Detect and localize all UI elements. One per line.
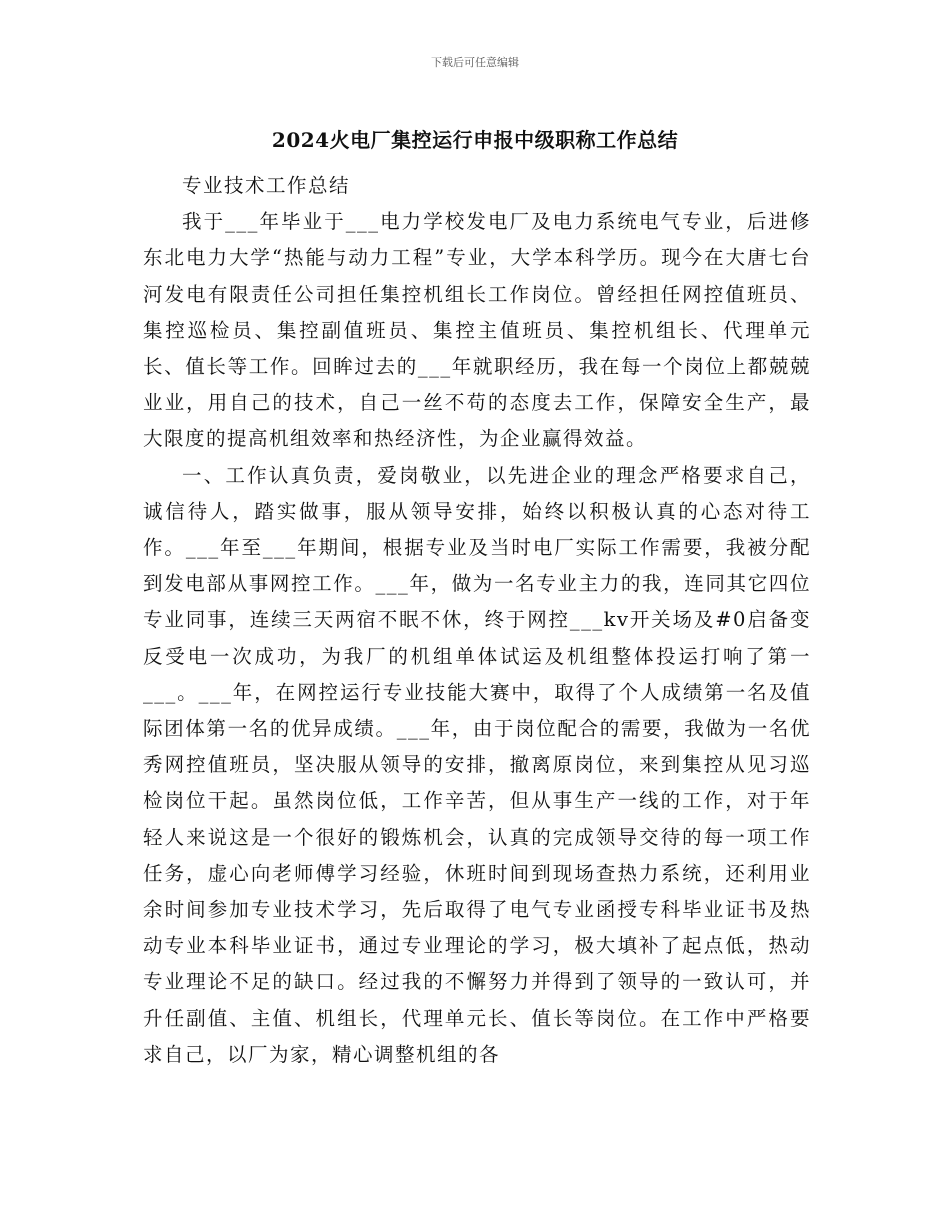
document-title: 2024火电厂集控运行申报中级职称工作总结 bbox=[271, 128, 679, 152]
paragraph-intro: 我于___年毕业于___电力学校发电厂及电力系统电气专业，后进修东北电力大学“热能与动力工程”专业，大学本科学历。现今在大唐七台河发电有限责任公司担任集控机组长工作岗位。曾经担任网控值班员、集控巡检员、集控副值班员、集控主值班员、集控机组长、代理单元长、值长等工作。回眸过去的___年就职经历，我在每一个岗位上都兢兢业业，用自己的技术，自己一丝不苟的态度去工作，保障安全生产，最大限度的提高机组效率和热经济性，为企业赢得效益。 bbox=[143, 210, 811, 451]
section-heading: 专业技术工作总结 bbox=[182, 174, 351, 197]
header-note: 下载后可任意编辑 bbox=[431, 56, 519, 69]
paragraph-section-one: 一、工作认真负责，爱岗敬业，以先进企业的理念严格要求自己，诚信待人，踏实做事，服从领导安排，始终以积极认真的心态对待工作。___年至___年期间，根据专业及当时电厂实际工作需要，我被分配到发电部从事网控工作。___年，做为一名专业主力的我，连同其它四位专业同事，连续三天两宿不眠不休，终于网控___kv开关场及#0启备变反受电一次成功，为我厂的机组单体试运及机组整体投运打响了第一___。___年，在网控运行专业技能大赛中，取得了个人成绩第一名及值际团体第一名的优异成绩。___年，由于岗位配合的需要，我做为一名优秀网控值班员，坚决服从领导的安排，撤离原岗位，来到集控从见习巡检岗位干起。虽然岗位低，工作辛苦，但从事生产一线的工作，对于年轻人来说这是一个很好的锻炼机会，认真的完成领导交待的每一项工作任务，虚心向老师傅学习经验，休班时间到现场查热力系统，还利用业余时间参加专业技术学习，先后取得了电气专业函授专科毕业证书及热动专业本科毕业证书，通过专业理论的学习，极大填补了起点低，热动专业理论不足的缺口。经过我的不懈努力并得到了领导的一致认可，并升任副值、主值、机组长，代理单元长、值长等岗位。在工作中严格要求自己，以厂为家，精心调整机组的各 bbox=[143, 463, 811, 1066]
document-body bbox=[143, 168, 811, 1073]
